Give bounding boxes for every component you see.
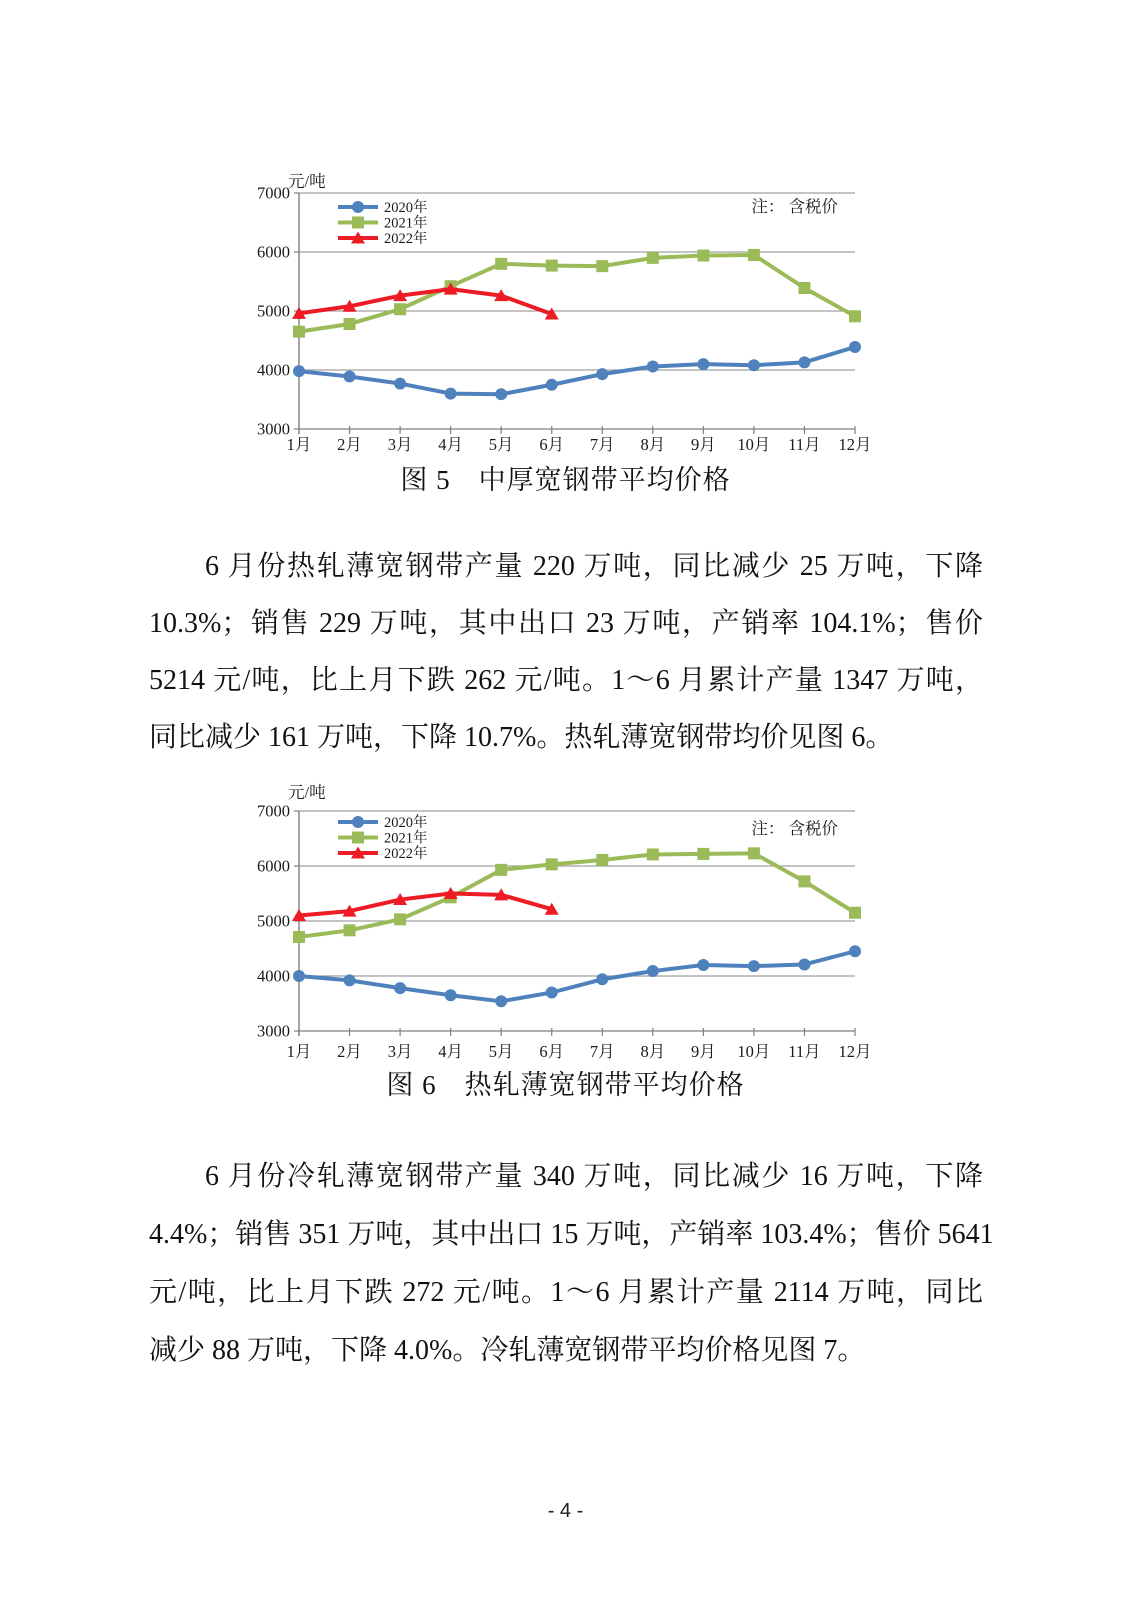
- legend-label: 2021年: [384, 830, 428, 847]
- x-tick-label: 1月: [286, 435, 312, 454]
- y-tick-label: 4000: [257, 360, 290, 380]
- series-2021年: [293, 249, 861, 338]
- figure5-caption: 图 5 中厚宽钢带平均价格: [400, 465, 731, 495]
- data-point-marker: [495, 995, 507, 1007]
- x-tick-label: 4月: [438, 435, 464, 454]
- legend: [338, 198, 428, 247]
- x-tick-label: 2月: [337, 435, 362, 454]
- x-tick-label: 4月: [438, 1042, 464, 1061]
- y-tick-label: 3000: [257, 1021, 290, 1041]
- x-tick-label: 6月: [539, 1042, 565, 1061]
- paragraph-line: 减少 88 万吨，下降 4.0%。冷轧薄宽钢带平均价格见图 7。: [149, 1335, 866, 1366]
- gridlines: [294, 193, 855, 429]
- x-tick-label: 5月: [488, 435, 514, 454]
- figure6-caption: 图 6 热轧薄宽钢带平均价格: [386, 1070, 745, 1100]
- data-point-marker: [748, 960, 760, 972]
- data-point-marker: [344, 974, 356, 986]
- y-unit-label: 元/吨: [288, 783, 326, 802]
- data-point-marker: [596, 260, 608, 272]
- x-tick-label: 12月: [838, 1042, 872, 1061]
- legend-marker: [352, 832, 364, 844]
- data-point-marker: [546, 987, 558, 999]
- data-point-marker: [647, 360, 659, 372]
- data-point-marker: [748, 847, 760, 859]
- data-point-marker: [798, 282, 810, 294]
- data-point-marker: [596, 854, 608, 866]
- y-tick-label: 3000: [257, 419, 290, 439]
- data-point-marker: [849, 341, 861, 353]
- data-point-marker: [697, 250, 709, 262]
- legend-label: 2022年: [384, 231, 428, 247]
- x-tick-label: 12月: [838, 435, 872, 454]
- data-point-marker: [748, 359, 760, 371]
- legend-label: 2020年: [384, 815, 428, 831]
- y-tick-labels: [257, 802, 290, 1041]
- data-point-marker: [445, 989, 457, 1001]
- x-tick-label: 7月: [589, 1042, 615, 1061]
- data-point-marker: [697, 959, 709, 971]
- series-line: [299, 894, 552, 916]
- x-tick-label: 8月: [640, 1042, 666, 1061]
- paragraph-hot-rolled-strip: [149, 538, 983, 766]
- data-point-marker: [495, 864, 507, 876]
- legend-item: [338, 813, 428, 831]
- data-point-marker: [445, 388, 457, 400]
- y-tick-label: 7000: [257, 183, 290, 203]
- data-point-marker: [748, 249, 760, 261]
- x-tick-labels: [287, 426, 872, 454]
- x-tick-label: 1月: [286, 1042, 312, 1061]
- data-point-marker: [394, 378, 406, 390]
- legend: [338, 813, 428, 862]
- tax-note: 注： 含税价: [751, 197, 838, 216]
- data-point-marker: [647, 252, 659, 264]
- legend-item: [338, 829, 428, 847]
- series-2022年: [292, 887, 559, 921]
- data-point-marker: [849, 907, 861, 919]
- figure5-chart: [236, 155, 872, 460]
- paragraph-line: 10.3%；销售 229 万吨，其中出口 23 万吨，产销率 104.1%；售价: [149, 608, 983, 639]
- figure6-chart: [236, 772, 872, 1072]
- data-point-marker: [495, 388, 507, 400]
- series-line: [299, 289, 552, 314]
- data-point-marker: [596, 368, 608, 380]
- paragraph-line: 同比减少 161 万吨，下降 10.7%。热轧薄宽钢带均价见图 6。: [149, 722, 894, 753]
- y-tick-label: 7000: [257, 801, 290, 821]
- x-tick-label: 11月: [788, 435, 821, 454]
- y-tick-labels: [257, 184, 290, 439]
- legend-label: 2021年: [384, 215, 428, 232]
- x-tick-label: 3月: [387, 1042, 413, 1061]
- data-point-marker: [344, 318, 356, 330]
- data-point-marker: [293, 970, 305, 982]
- data-point-marker: [344, 370, 356, 382]
- x-tick-label: 3月: [387, 435, 413, 454]
- y-tick-label: 6000: [257, 856, 290, 876]
- paragraph-cold-rolled-strip: [149, 1148, 994, 1380]
- legend-marker: [352, 201, 364, 213]
- data-point-marker: [849, 945, 861, 957]
- paragraph-line: 5214 元/吨，比上月下跌 262 元/吨。1～6 月累计产量 1347 万吨，: [149, 665, 983, 696]
- data-point-marker: [394, 982, 406, 994]
- y-tick-label: 5000: [257, 301, 290, 321]
- y-unit-label: 元/吨: [288, 172, 326, 191]
- legend-label: 2022年: [384, 846, 428, 862]
- page-number: - 4 -: [547, 1500, 584, 1522]
- x-tick-label: 5月: [488, 1042, 514, 1061]
- paragraph-line: 4.4%；销售 351 万吨，其中出口 15 万吨，产销率 103.4%；售价 5641: [149, 1219, 994, 1250]
- data-point-marker: [798, 875, 810, 887]
- data-point-marker: [293, 326, 305, 338]
- y-tick-label: 5000: [257, 911, 290, 931]
- data-point-marker: [596, 973, 608, 985]
- x-tick-label: 2月: [337, 1042, 362, 1061]
- data-point-marker: [495, 258, 507, 270]
- data-point-marker: [647, 965, 659, 977]
- y-tick-label: 4000: [257, 966, 290, 986]
- x-tick-labels: [287, 1028, 872, 1061]
- legend-marker: [352, 816, 364, 828]
- data-point-marker: [697, 848, 709, 860]
- x-tick-label: 10月: [737, 1042, 771, 1061]
- tax-note: 注： 含税价: [751, 819, 838, 838]
- data-point-marker: [394, 303, 406, 315]
- data-point-marker: [293, 931, 305, 943]
- paragraph-line: 6 月份热轧薄宽钢带产量 220 万吨，同比减少 25 万吨，下降: [205, 551, 983, 582]
- legend-item: [338, 844, 428, 862]
- data-point-marker: [546, 260, 558, 272]
- x-tick-label: 8月: [640, 435, 666, 454]
- data-point-marker: [647, 848, 659, 860]
- data-point-marker: [849, 310, 861, 322]
- series-2021年: [293, 847, 861, 943]
- paragraph-line: 6 月份冷轧薄宽钢带产量 340 万吨，同比减少 16 万吨，下降: [205, 1161, 983, 1192]
- data-point-marker: [293, 365, 305, 377]
- gridlines: [294, 811, 855, 1031]
- series-2022年: [292, 283, 559, 320]
- x-tick-label: 11月: [788, 1042, 821, 1061]
- data-point-marker: [798, 356, 810, 368]
- data-point-marker: [546, 858, 558, 870]
- legend-label: 2020年: [384, 200, 428, 216]
- data-point-marker: [697, 358, 709, 370]
- x-tick-label: 9月: [690, 1042, 716, 1061]
- paragraph-line: 元/吨，比上月下跌 272 元/吨。1～6 月累计产量 2114 万吨，同比: [149, 1277, 983, 1308]
- legend-item: [338, 229, 428, 247]
- legend-marker: [352, 217, 364, 229]
- x-tick-label: 10月: [737, 435, 771, 454]
- legend-item: [338, 214, 428, 232]
- x-tick-label: 9月: [690, 435, 716, 454]
- y-tick-label: 6000: [257, 242, 290, 262]
- x-tick-label: 6月: [539, 435, 565, 454]
- series-line: [299, 255, 855, 332]
- legend-item: [338, 198, 428, 216]
- data-point-marker: [798, 958, 810, 970]
- x-tick-label: 7月: [589, 435, 615, 454]
- data-point-marker: [394, 913, 406, 925]
- data-point-marker: [344, 924, 356, 936]
- data-point-marker: [546, 379, 558, 391]
